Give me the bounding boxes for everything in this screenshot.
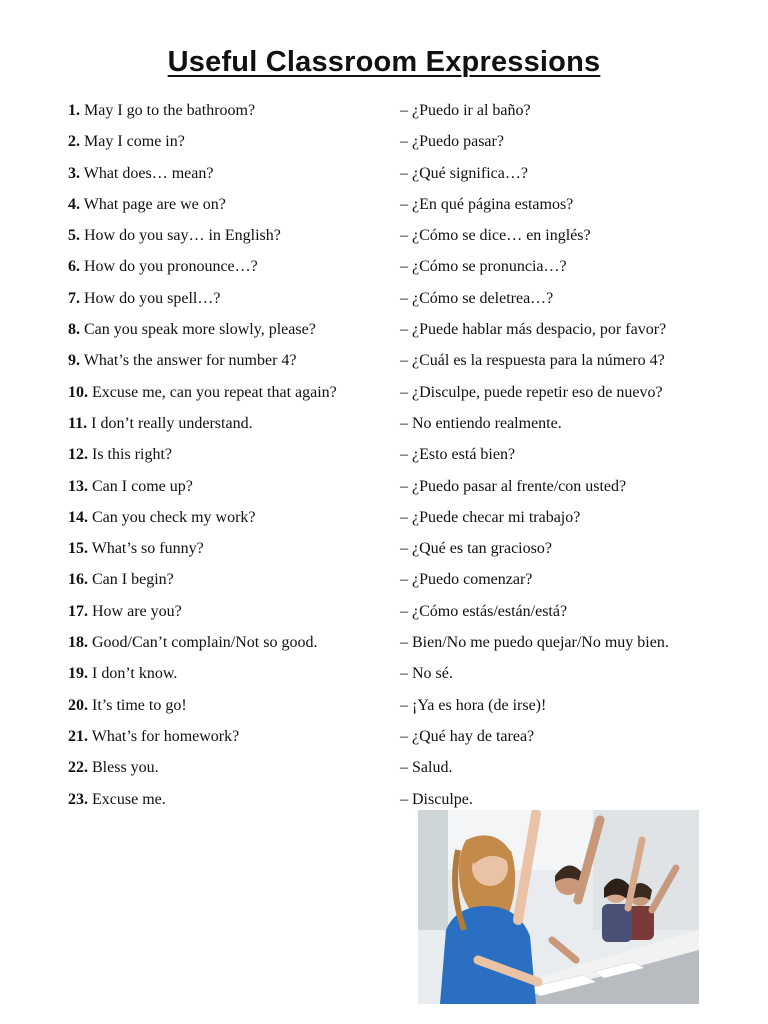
english-expression [68,443,172,467]
expression-row [0,537,768,568]
english-text: What does… mean? [83,164,214,182]
english-expression [68,475,193,499]
english-text: It’s time to go! [92,696,187,714]
english-expression [68,756,159,780]
expression-row [0,568,768,599]
item-number: 13. [68,477,88,495]
expression-row [0,381,768,412]
spanish-translation: – ¡Ya es hora (de irse)! [400,696,547,714]
english-text: I don’t know. [92,665,178,683]
expressions-list [0,99,768,819]
english-text: Can I begin? [92,571,174,589]
item-number: 7. [68,289,80,307]
expression-row [0,255,768,286]
english-expression [68,381,337,405]
item-number: 21. [68,727,88,745]
english-expression [68,600,182,624]
spanish-translation: – ¿Cómo se pronuncia…? [400,258,567,276]
expression-row [0,99,768,130]
expression-row [0,506,768,537]
spanish-translation: – ¿Disculpe, puede repetir eso de nuevo? [400,383,663,401]
expression-row [0,287,768,318]
item-number: 9. [68,352,80,370]
expression-row [0,600,768,631]
item-number: 11. [68,414,88,432]
item-number: 5. [68,227,80,245]
spanish-translation: – ¿Esto está bien? [400,446,516,464]
english-expression [68,662,177,686]
english-expression [68,130,185,154]
item-number: 15. [68,540,88,558]
english-text: Excuse me. [92,790,166,808]
english-expression [68,412,253,436]
english-text: Can I come up? [92,477,193,495]
expression-row [0,756,768,787]
english-text: Can you check my work? [92,508,256,526]
expression-row [0,349,768,380]
english-text: How are you? [92,602,182,620]
english-text: I don’t really understand. [91,414,253,432]
expression-row [0,224,768,255]
item-number: 19. [68,665,88,683]
expression-row [0,193,768,224]
item-number: 2. [68,133,80,151]
english-expression [68,255,258,279]
english-text: What’s so funny? [91,540,204,558]
english-text: May I go to the bathroom? [84,102,256,119]
spanish-translation: – ¿Qué hay de tarea? [400,727,535,745]
item-number: 18. [68,634,88,652]
spanish-translation: – Bien/No me puedo quejar/No muy bien. [400,634,669,652]
classroom-photo [418,810,699,1004]
item-number: 1. [68,102,80,119]
english-text: May I come in? [84,133,185,151]
item-number: 10. [68,383,88,401]
page-title: Useful Classroom Expressions [167,46,601,78]
item-number: 4. [68,195,80,213]
item-number: 8. [68,321,80,339]
english-expression [68,788,166,812]
item-number: 3. [68,164,80,182]
english-expression [68,287,220,311]
english-expression [68,349,297,373]
item-number: 20. [68,696,88,714]
spanish-translation: – Salud. [400,759,453,777]
english-text: Is this right? [92,446,172,464]
spanish-translation: – ¿Puede checar mi trabajo? [400,508,581,526]
spanish-translation: – ¿Cómo estás/están/está? [400,602,568,620]
spanish-translation: – ¿Cómo se dice… en inglés? [400,227,591,245]
english-expression [68,506,256,530]
spanish-translation: – ¿Puede hablar más despacio, por favor? [400,321,667,339]
english-text: What page are we on? [83,195,226,213]
spanish-translation: – ¿Cuál es la respuesta para la número 4? [400,352,665,370]
english-expression [68,568,174,592]
spanish-translation: – ¿En qué página estamos? [400,195,574,213]
english-expression [68,99,255,123]
item-number: 6. [68,258,80,276]
english-text: Good/Can’t complain/Not so good. [92,634,318,652]
english-expression [68,318,316,342]
spanish-translation: – No entiendo realmente. [400,414,562,432]
item-number: 14. [68,508,88,526]
item-number: 22. [68,759,88,777]
spanish-translation: – ¿Puedo pasar al frente/con usted? [400,477,627,495]
expression-row [0,412,768,443]
english-text: How do you say… in English? [84,227,281,245]
english-expression [68,537,204,561]
english-expression [68,631,317,655]
expression-row [0,443,768,474]
expression-row [0,662,768,693]
item-number: 16. [68,571,88,589]
expression-row [0,475,768,506]
english-expression [68,224,281,248]
item-number: 12. [68,446,88,464]
english-text: Can you speak more slowly, please? [84,321,316,339]
english-expression [68,694,187,718]
spanish-translation: – ¿Puedo pasar? [400,133,504,151]
expression-row [0,318,768,349]
spanish-translation: – ¿Puedo comenzar? [400,571,533,589]
expression-row [0,162,768,193]
item-number: 17. [68,602,88,620]
expression-row [0,631,768,662]
spanish-translation: – No sé. [400,665,453,683]
expression-row [0,130,768,161]
students-raising-hands-illustration [418,810,699,1004]
spanish-translation: – ¿Qué significa…? [400,164,528,182]
english-text: How do you pronounce…? [84,258,258,276]
spanish-translation: – Disculpe. [400,790,473,808]
english-text: What’s for homework? [91,727,240,745]
english-text: How do you spell…? [84,289,221,307]
english-expression [68,162,213,186]
spanish-translation: – ¿Cómo se deletrea…? [400,289,554,307]
item-number: 23. [68,790,88,808]
english-text: Excuse me, can you repeat that again? [92,383,337,401]
spanish-translation: – ¿Puedo ir al baño? [400,102,531,119]
english-expression [68,193,226,217]
english-text: What’s the answer for number 4? [83,352,297,370]
expression-row [0,725,768,756]
expression-row [0,694,768,725]
english-expression [68,725,239,749]
english-text: Bless you. [92,759,159,777]
spanish-translation: – ¿Qué es tan gracioso? [400,540,552,558]
